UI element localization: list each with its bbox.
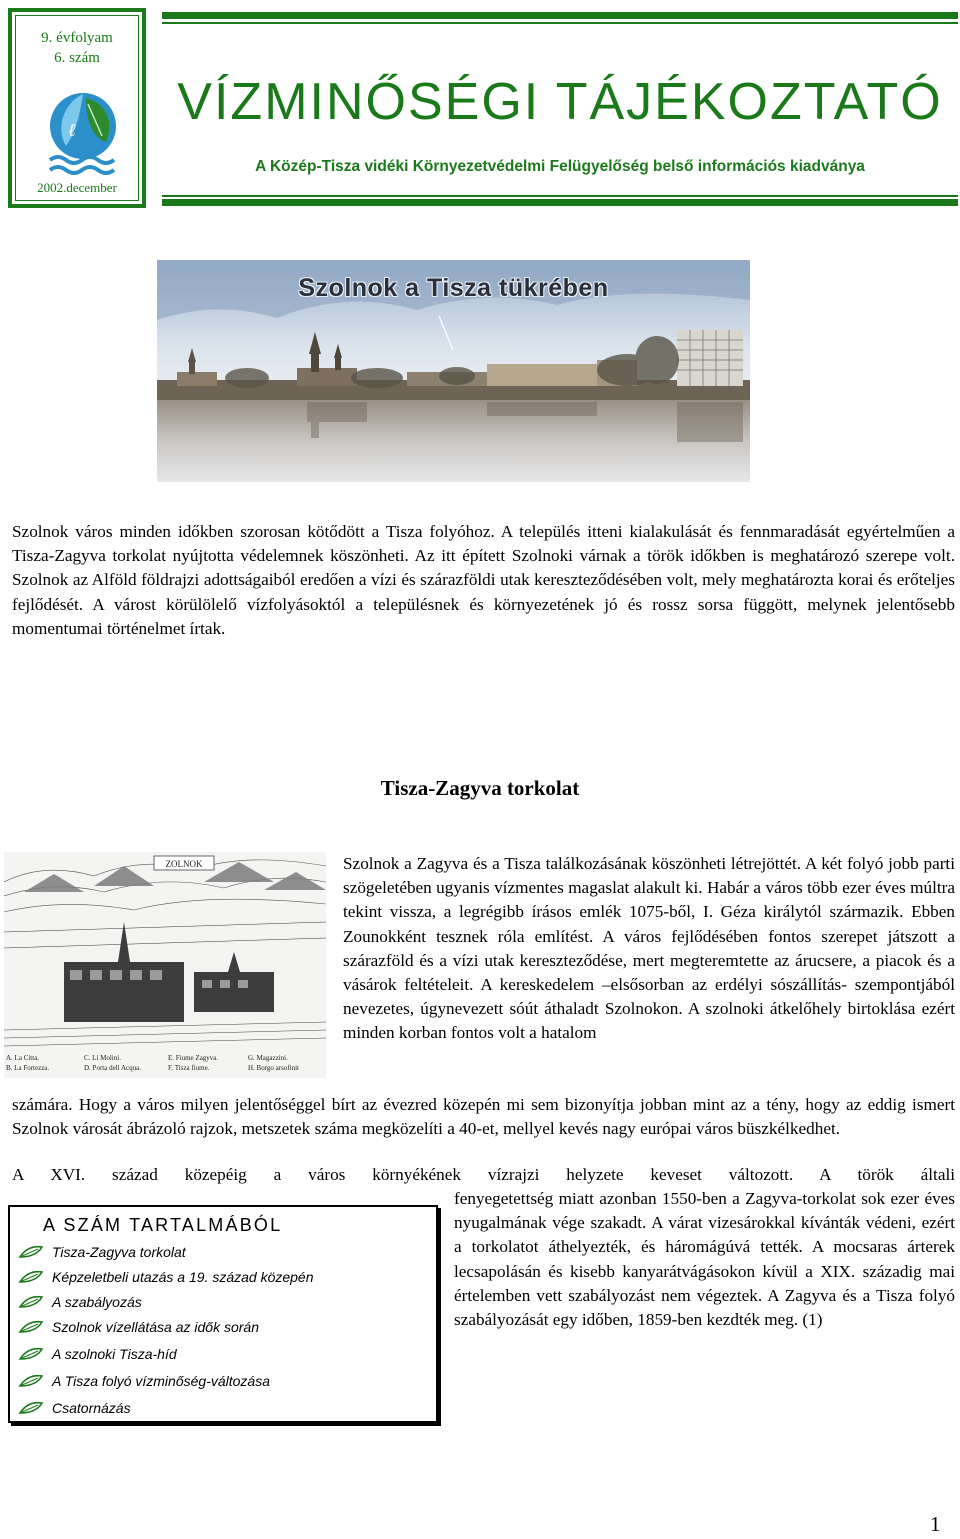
szolnok-engraving-image: [4, 852, 326, 1078]
contents-title: A SZÁM TARTALMÁBÓL: [43, 1215, 283, 1235]
engraving-label: ZOLNOK: [165, 859, 203, 869]
issue-number: 6. szám: [54, 50, 100, 66]
contents-item-label: A szabályozás: [52, 1294, 142, 1310]
contents-item[interactable]: [18, 1399, 131, 1417]
newsletter-title: VÍZMINŐSÉGI TÁJÉKOZTATÓ: [177, 73, 943, 131]
leaf-bullet-icon: [18, 1399, 44, 1417]
leaf-bullet-icon: [18, 1243, 44, 1261]
article-paragraph-right: Szolnok a Zagyva és a Tisza találkozásának köszönheti létrejöttét. A két folyó jobb parti szögeletében ugyanis vízmentes magaslat alakult ki. Habár a város több ezer éves múltra tekint vissza, a legrégibb írásos emlék 1075-ből, I. Géza királytól származik. Ebben Zounokként tesznek róla említést. A város fejlődésében fontos szerepet játszott a szárazföld és a vízi utak kereszteződése, mert megteremtette az árucsere, a piacok és a vásárok feltételeit. A kereskedelem –elsősorban az erdélyi sószállítás- szempontjából nevezetes, úgynevezett sóút áthaladt Szolnokon. A szolnoki átkelőhely birtoklása ezért minden korban fontos volt a hatalom: [343, 854, 955, 1043]
contents-item[interactable]: [18, 1372, 270, 1390]
header-bottom-rule-thin: [162, 195, 958, 197]
header-top-rule: [162, 12, 958, 19]
contents-item-label: Tisza-Zagyva torkolat: [52, 1244, 186, 1260]
engraving-legend-a: A. La Citta.: [6, 1054, 40, 1062]
contents-item-label: A Tisza folyó vízminőség-változása: [52, 1373, 270, 1389]
leaf-bullet-icon: [18, 1372, 44, 1390]
engraving-legend-g: G. Magazzini.: [248, 1054, 288, 1062]
engraving-legend-c: C. Li Molini.: [84, 1054, 121, 1062]
contents-item-label: Képzeletbeli utazás a 19. század közepén: [52, 1269, 314, 1285]
contents-item-label: Csatornázás: [52, 1400, 131, 1416]
section-heading: Tisza-Zagyva torkolat: [380, 776, 580, 800]
photo-caption: Szolnok a Tisza tükrében: [298, 274, 609, 302]
issue-info-inner: [15, 15, 139, 201]
newsletter-subtitle: A Közép-Tisza vidéki Környezetvédelmi Felügyelőség belső információs kiadványa: [255, 158, 865, 175]
leaf-bullet-icon: [18, 1293, 44, 1311]
issue-info-box: [8, 8, 146, 208]
article-paragraph-xvi: A XVI. század közepéig a város környékének vízrajzi helyzete keveset változott. A török általi: [12, 1165, 955, 1184]
engraving-legend-e: E. Fiume Zagyva.: [168, 1054, 219, 1062]
engraving-legend-b: B. La Fortezza.: [6, 1064, 50, 1072]
leaf-bullet-icon: [18, 1268, 44, 1286]
engraving-legend-f: F. Tisza fiume.: [168, 1064, 210, 1072]
engraving-legend-h: H. Borgo arsofinit: [248, 1064, 300, 1072]
contents-item[interactable]: [18, 1268, 314, 1286]
contents-box: [8, 1205, 438, 1423]
issue-date: 2002.december: [37, 180, 117, 195]
contents-item[interactable]: [18, 1318, 259, 1336]
page-number: 1: [930, 1512, 941, 1536]
engraving-legend-d: D. Porta dell Acqua.: [84, 1064, 141, 1072]
contents-item[interactable]: [18, 1293, 142, 1311]
publisher-logo-icon: [42, 80, 124, 178]
leaf-bullet-icon: [18, 1318, 44, 1336]
engraving-drawing: [4, 852, 326, 1078]
svg-text:ℓ: ℓ: [68, 120, 76, 140]
leaf-bullet-icon: [18, 1345, 44, 1363]
header-top-rule-thin: [162, 22, 958, 24]
volume-label: 9. évfolyam: [41, 30, 113, 46]
header-bottom-rule: [162, 199, 958, 206]
article-paragraph-full: számára. Hogy a város milyen jelentőséggel bírt az évezred közepén mi sem bizonyítja jobban mint az a tény, hogy az eddig ismert Szolnok városát ábrázoló rajzok, metszetek száma megközelíti a 40-et, mellyel kevés nagy európai város büszkélkedhet.: [12, 1095, 955, 1139]
contents-item-label: A szolnoki Tisza-híd: [52, 1346, 177, 1362]
contents-item[interactable]: [18, 1243, 186, 1261]
szolnok-river-photo: [157, 260, 750, 482]
contents-item-label: Szolnok vízellátása az idők során: [52, 1319, 259, 1335]
article-paragraph-right2: fenyegetettség miatt azonban 1550-ben a Zagyva-torkolat sok ezer éves nyugalmának vége szakadt. A várat vizesárokkal kívánták védeni, ezért a torkolatot áthelyezték, és háromágúvá tették. A mocsaras árterek lecsapolásán és kisebb kanyarátvágásokon kívül a XIX. századig mai értelemben vett szabályozást nem végeztek. A Zagyva és a Tisza folyó szabályozását egy időben, 1859-ben kezdték meg. (1): [454, 1189, 955, 1330]
contents-item[interactable]: [18, 1345, 177, 1363]
intro-paragraph: Szolnok város minden időkben szorosan kötődött a Tisza folyóhoz. A település itteni kialakulását és fennmaradását egyértelműen a Tisza-Zagyva torkolat nyújtotta védelemnek köszönheti. Az itt épített Szolnoki várnak a török időkben is meghatározó szerepe volt. Szolnok az Alföld földrajzi adottságaiból eredően a vízi és szárazföldi utak kereszteződésében volt, mely meghatározta korai és erőteljes fejlődését. A várost körülölelő vízfolyásoktól a településnek és környezetének jó és rossz sorsa függött, melynek jelentősebb momentumai történelmet írtak.: [12, 522, 955, 638]
